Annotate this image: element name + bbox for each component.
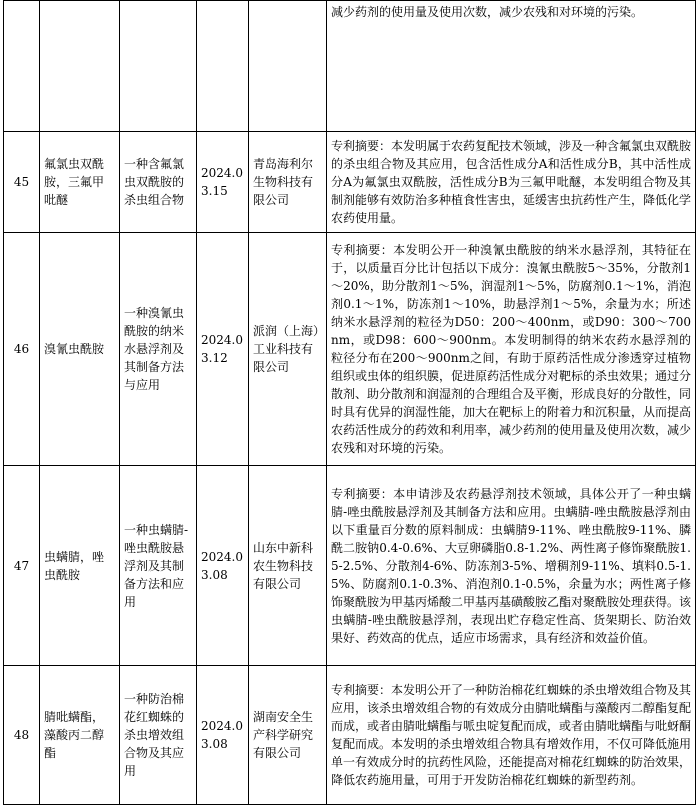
row-number <box>4 1 40 132</box>
applicant: 湖南安全生产科学研究有限公司 <box>249 666 327 805</box>
compound-name: 虫螨腈，唑虫酰胺 <box>40 466 120 666</box>
patent-title: 一种含氟氯虫双酰胺的杀虫组合物 <box>120 132 197 233</box>
patent-title: 一种溴氰虫酰胺的纳米水悬浮剂及其制备方法与应用 <box>120 233 197 466</box>
applicant: 派润（上海）工业科技有限公司 <box>249 233 327 466</box>
patent-abstract: 减少药剂的使用量及使用次数，减少农残和对环境的污染。 <box>327 1 696 132</box>
table-row <box>4 132 696 233</box>
publication-date <box>197 1 249 132</box>
patent-abstract: 专利摘要：本申请涉及农药悬浮剂技术领域，具体公开了一种虫螨腈-唑虫酰胺悬浮剂及其制备方法和应用。虫螨腈-唑虫酰胺悬浮剂由以下重量百分数的原料制成：虫螨腈9-11%、唑虫酰胺9-11%、膦酰二胺钠0.4-0.6%、大豆卵磷脂0.8-1.2%、两性离子修饰聚酰胺1.5-2.5%、分散剂4-6%、防冻剂3-5%、增稠剂9-11%、填料0.5-1.5%、防腐剂0.1-0.3%、消泡剂0.1-0.5%，余量为水；两性离子修饰聚酰胺为甲基丙烯酸二甲基丙基磺酸胺乙酯对聚酰胺处理获得。该虫螨腈-唑虫酰胺悬浮剂，表现出贮存稳定性高、货架期长、防治效果好、药效高的优点，适应市场需求，具有经济和效益价值。 <box>327 466 696 666</box>
publication-date: 2024.03.08 <box>197 466 249 666</box>
patent-title: 一种防治棉花红蜘蛛的杀虫增效组合物及其应用 <box>120 666 197 805</box>
table-row <box>4 1 696 132</box>
compound-name: 腈吡螨酯，藻酸丙二醇酯 <box>40 666 120 805</box>
patent-abstract: 专利摘要：本发明属于农药复配技术领域，涉及一种含氟氯虫双酰胺的杀虫组合物及其应用，包含活性成分A和活性成分B，其中活性成分A为氟氯虫双酰胺，活性成分B为三氟甲吡醚，本发明组合物及其制剂能够有效防治多种植食性害虫，延缓害虫抗药性产生，降低化学农药使用量。 <box>327 132 696 233</box>
row-number: 46 <box>4 233 40 466</box>
table-row <box>4 233 696 466</box>
row-number: 47 <box>4 466 40 666</box>
compound-name: 溴氰虫酰胺 <box>40 233 120 466</box>
patent-abstract: 专利摘要：本发明公开了一种防治棉花红蜘蛛的杀虫增效组合物及其应用，该杀虫增效组合物的有效成分由腈吡螨酯与藻酸丙二醇酯复配而成，或者由腈吡螨酯与哌虫啶复配而成，或者由腈吡螨酯与吡蚜酮复配而成。本发明的杀虫增效组合物具有增效作用，不仅可降低施用单一有效成分时的抗药性风险，还能提高对棉花红蜘蛛的防治效果，降低农药施用量，可用于开发防治棉花红蜘蛛的新型药剂。 <box>327 666 696 805</box>
applicant: 青岛海利尔生物科技有限公司 <box>249 132 327 233</box>
publication-date: 2024.03.08 <box>197 666 249 805</box>
publication-date: 2024.03.12 <box>197 233 249 466</box>
table-row <box>4 466 696 666</box>
applicant <box>249 1 327 132</box>
compound-name: 氟氯虫双酰胺，三氟甲吡醚 <box>40 132 120 233</box>
patent-table <box>3 0 696 805</box>
row-number: 45 <box>4 132 40 233</box>
publication-date: 2024.03.15 <box>197 132 249 233</box>
patent-title: 一种虫螨腈-唑虫酰胺悬浮剂及其制备方法和应用 <box>120 466 197 666</box>
applicant: 山东中新科农生物科技有限公司 <box>249 466 327 666</box>
patent-abstract: 专利摘要：本发明公开一种溴氰虫酰胺的纳米水悬浮剂，其特征在于，以质量百分比计包括以下成分：溴氰虫酰胺5～35%，分散剂1～20%，助分散剂1～5%，润湿剂1～5%，防腐剂0.1～1%，消泡剂0.1～1%，防冻剂1～10%，助悬浮剂1～5%，余量为水；所述纳米水悬浮剂的粒径为D50：200～400nm，或D90：300～700nm，或D98：600～900nm。本发明制得的纳米农药水悬浮剂的粒径分布在200～900nm之间，有助于原药活性成分渗透穿过植物组织或虫体的组织膜，促进原药活性成分对靶标的杀虫效果；通过分散剂、助分散剂和润湿剂的合理组合及平衡，形成良好的分散性，同时具有优异的润湿性能，加大在靶标上的附着力和沉积量，从而提高农药活性成分的药效和利用率，减少药剂的使用量及使用次数，减少农残和对环境的污染。 <box>327 233 696 466</box>
compound-name <box>40 1 120 132</box>
row-number: 48 <box>4 666 40 805</box>
table-row <box>4 666 696 805</box>
patent-title <box>120 1 197 132</box>
